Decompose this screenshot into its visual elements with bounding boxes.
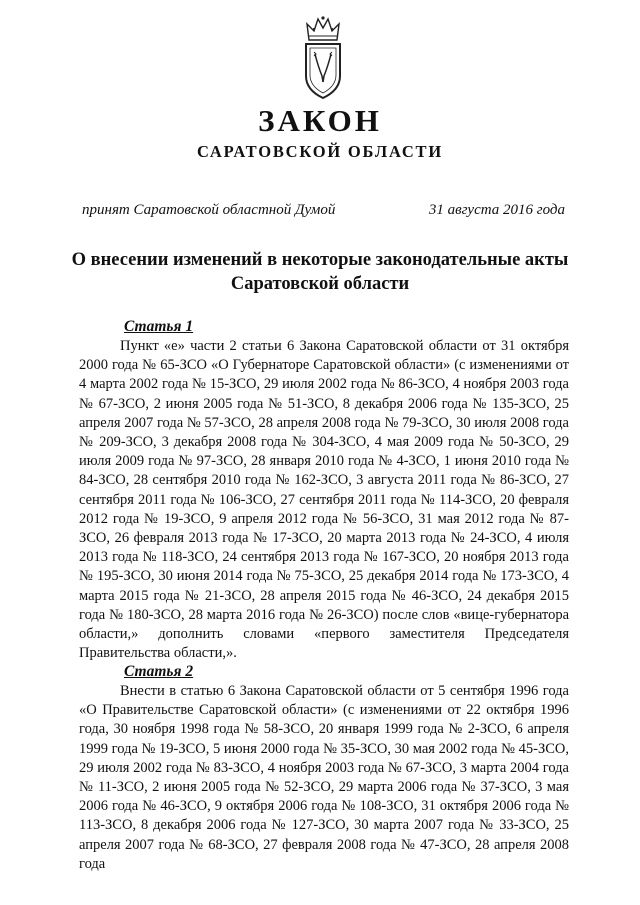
article-2-title: Статья 2 <box>124 663 194 680</box>
article-1-title: Статья 1 <box>124 318 194 335</box>
coat-of-arms-icon <box>303 14 343 100</box>
article-2-text: Внести в статью 6 Закона Саратовской области от 5 сентября 1996 года «О Правительстве Саратовской области» (с изменениями от 22 октября 1996 года, 30 ноября 1998 года № 58-ЗСО, 20 января 1999 года № 2-ЗСО, 6 апреля 1999 года № 19-ЗСО, 5 июня 2000 года № 35-ЗСО, 30 мая 2002 года № 45-ЗСО, 29 июля 2002 года № 83-ЗСО, 4 ноября 2003 года № 67-ЗСО, 3 марта 2004 года № 11-ЗСО, 2 июня 2005 года № 52-ЗСО, 29 марта 2006 года № 37-ЗСО, 3 мая 2006 года № 46-ЗСО, 9 октября 2006 года № 108-ЗСО, 31 октября 2006 года № 113-ЗСО, 8 декабря 2006 года № 127-ЗСО, 30 марта 2007 года № 33-ЗСО, 25 апреля 2007 года № 68-ЗСО, 27 февраля 2008 года № 47-ЗСО, 28 апреля 2008 года <box>79 683 569 872</box>
adopted-by: принят Саратовской областной Думой <box>82 202 336 218</box>
article-1-text: Пункт «е» части 2 статьи 6 Закона Саратовской области от 31 октября 2000 года № 65-ЗСО «О Губернаторе Саратовской области» (с изменениями от 4 марта 2002 года № 15-ЗСО, 29 июля 2002 года № 86-ЗСО, 4 ноября 2003 года № 67-ЗСО, 2 июня 2005 года № 51-ЗСО, 8 декабря 2006 года № 135-ЗСО, 25 апреля 2007 года № 57-ЗСО, 28 апреля 2008 года № 79-ЗСО, 30 июля 2008 года № 209-ЗСО, 3 декабря 2008 года № 304-ЗСО, 4 мая 2009 года № 50-ЗСО, 29 июля 2009 года № 97-ЗСО, 28 января 2010 года № 4-ЗСО, 1 июня 2010 года № 84-ЗСО, 28 сентября 2010 года № 162-ЗСО, 3 августа 2011 года № 86-ЗСО, 27 сентября 2011 года № 106-ЗСО, 27 сентября 2011 года № 114-ЗСО, 20 февраля 2012 года № 19-ЗСО, 9 апреля 2012 года № 56-ЗСО, 31 мая 2012 года № 87-ЗСО, 26 февраля 2013 года № 17-ЗСО, 20 марта 2013 года № 24-ЗСО, 4 июля 2013 года № 118-ЗСО, 24 сентября 2013 года № 167-ЗСО, 20 ноября 2013 года № 195-ЗСО, 30 июня 2014 года № 75-ЗСО, 25 декабря 2014 года № 173-ЗСО, 4 марта 2015 года № 21-ЗСО, 28 апреля 2015 года № 46-ЗСО, 24 декабря 2015 года № 180-ЗСО, 28 марта 2016 года № 26-ЗСО) после слов «вице-губернатора области,» дополнить словами «первого заместителя Председателя Правительства области,». <box>79 338 569 662</box>
law-heading: О внесении изменений в некоторые законодательные акты Саратовской области <box>71 250 569 294</box>
adoption-date: 31 августа 2016 года <box>428 202 565 218</box>
region-subtitle: САРАТОВСКОЙ ОБЛАСТИ <box>196 142 443 161</box>
law-title: ЗАКОН <box>258 103 382 138</box>
